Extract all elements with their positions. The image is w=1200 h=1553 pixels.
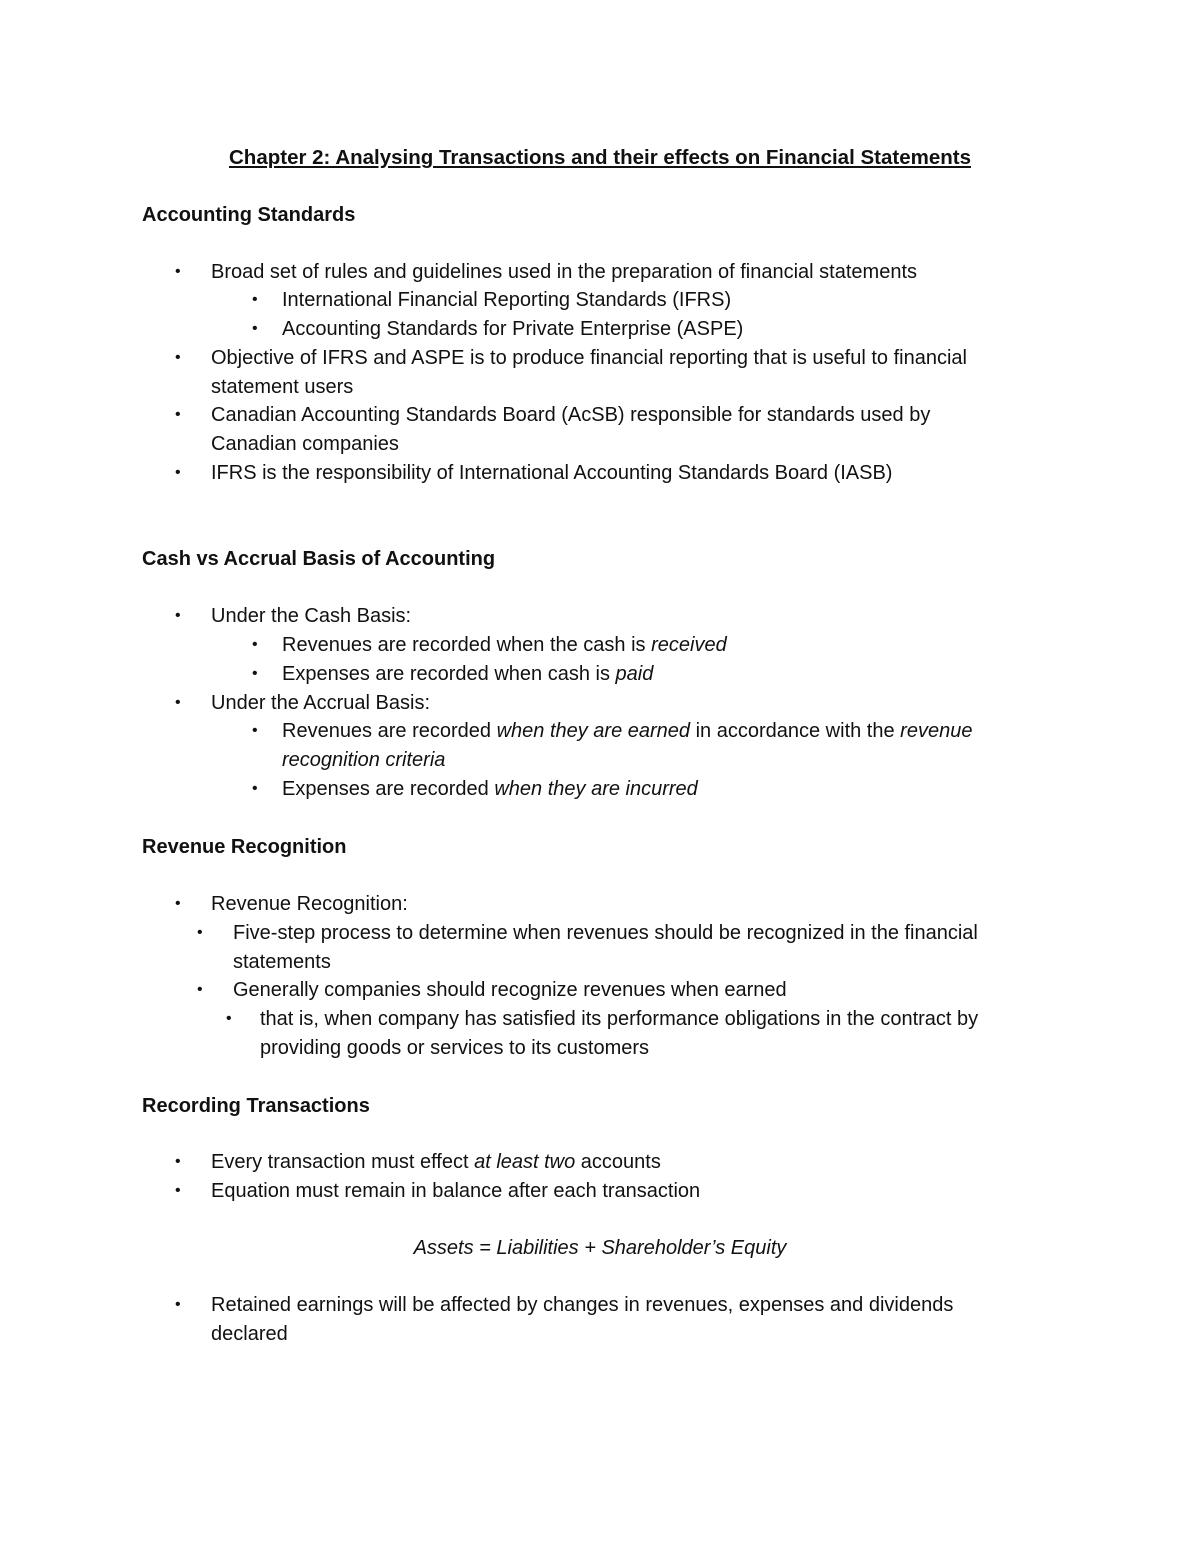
list-item: • that is, when company has satisfied its performance obligations in the contract by providing goods or services to its customers: [260, 1005, 1060, 1062]
heading-recording-transactions: Recording Transactions: [142, 1095, 370, 1117]
bullet-icon: •: [175, 1296, 181, 1313]
bullet-icon: •: [175, 263, 181, 280]
list-item: • IFRS is the responsibility of International Accounting Standards Board (IASB): [211, 459, 1081, 488]
list-item: • Five-step process to determine when revenues should be recognized in the financial statements: [233, 919, 1063, 976]
bullet-icon: •: [252, 722, 258, 739]
bullet-icon: •: [252, 636, 258, 653]
list-item: • Every transaction must effect at least two accounts: [211, 1148, 1081, 1177]
list-item: • Expenses are recorded when cash is paid: [282, 660, 1082, 689]
list-item: • Revenue Recognition:: [211, 890, 1081, 919]
bullet-icon: •: [175, 607, 181, 624]
heading-cash-vs-accrual: Cash vs Accrual Basis of Accounting: [142, 548, 496, 570]
bullet-icon: •: [197, 981, 203, 998]
bullet-icon: •: [226, 1010, 232, 1027]
list-item: • Broad set of rules and guidelines used in the preparation of financial statements: [211, 258, 1081, 287]
bullet-icon: •: [175, 694, 181, 711]
bullet-icon: •: [252, 665, 258, 682]
bullet-icon: •: [197, 924, 203, 941]
list-item: • Generally companies should recognize revenues when earned: [233, 976, 1063, 1005]
bullet-icon: •: [252, 780, 258, 797]
heading-revenue-recognition: Revenue Recognition: [142, 836, 347, 858]
list-item: • International Financial Reporting Standards (IFRS): [282, 286, 1082, 315]
list-item: • Retained earnings will be affected by changes in revenues, expenses and dividends declared: [211, 1291, 1081, 1348]
list-item: • Revenues are recorded when the cash is received: [282, 631, 1082, 660]
bullet-icon: •: [175, 1182, 181, 1199]
bullet-icon: •: [252, 291, 258, 308]
list-item: • Expenses are recorded when they are incurred: [282, 775, 1082, 804]
bullet-icon: •: [175, 406, 181, 423]
list-item: • Under the Cash Basis:: [211, 602, 1081, 631]
list-item: • Canadian Accounting Standards Board (AcSB) responsible for standards used by Canadian companies: [211, 401, 1081, 458]
list-item: • Accounting Standards for Private Enterprise (ASPE): [282, 315, 1082, 344]
list-item: • Objective of IFRS and ASPE is to produce financial reporting that is useful to financial statement users: [211, 344, 1081, 401]
list-item: • Under the Accrual Basis:: [211, 689, 1081, 718]
bullet-icon: •: [175, 1153, 181, 1170]
list-item: • Revenues are recorded when they are earned in accordance with the revenue recognition criteria: [282, 717, 1082, 774]
page-title: Chapter 2: Analysing Transactions and their effects on Financial Statements: [229, 146, 971, 169]
list-item: • Equation must remain in balance after each transaction: [211, 1177, 1081, 1206]
bullet-icon: •: [175, 895, 181, 912]
bullet-icon: •: [175, 464, 181, 481]
accounting-equation: Assets = Liabilities + Shareholder’s Equity: [413, 1237, 787, 1259]
bullet-icon: •: [252, 320, 258, 337]
bullet-icon: •: [175, 349, 181, 366]
heading-accounting-standards: Accounting Standards: [142, 204, 356, 226]
